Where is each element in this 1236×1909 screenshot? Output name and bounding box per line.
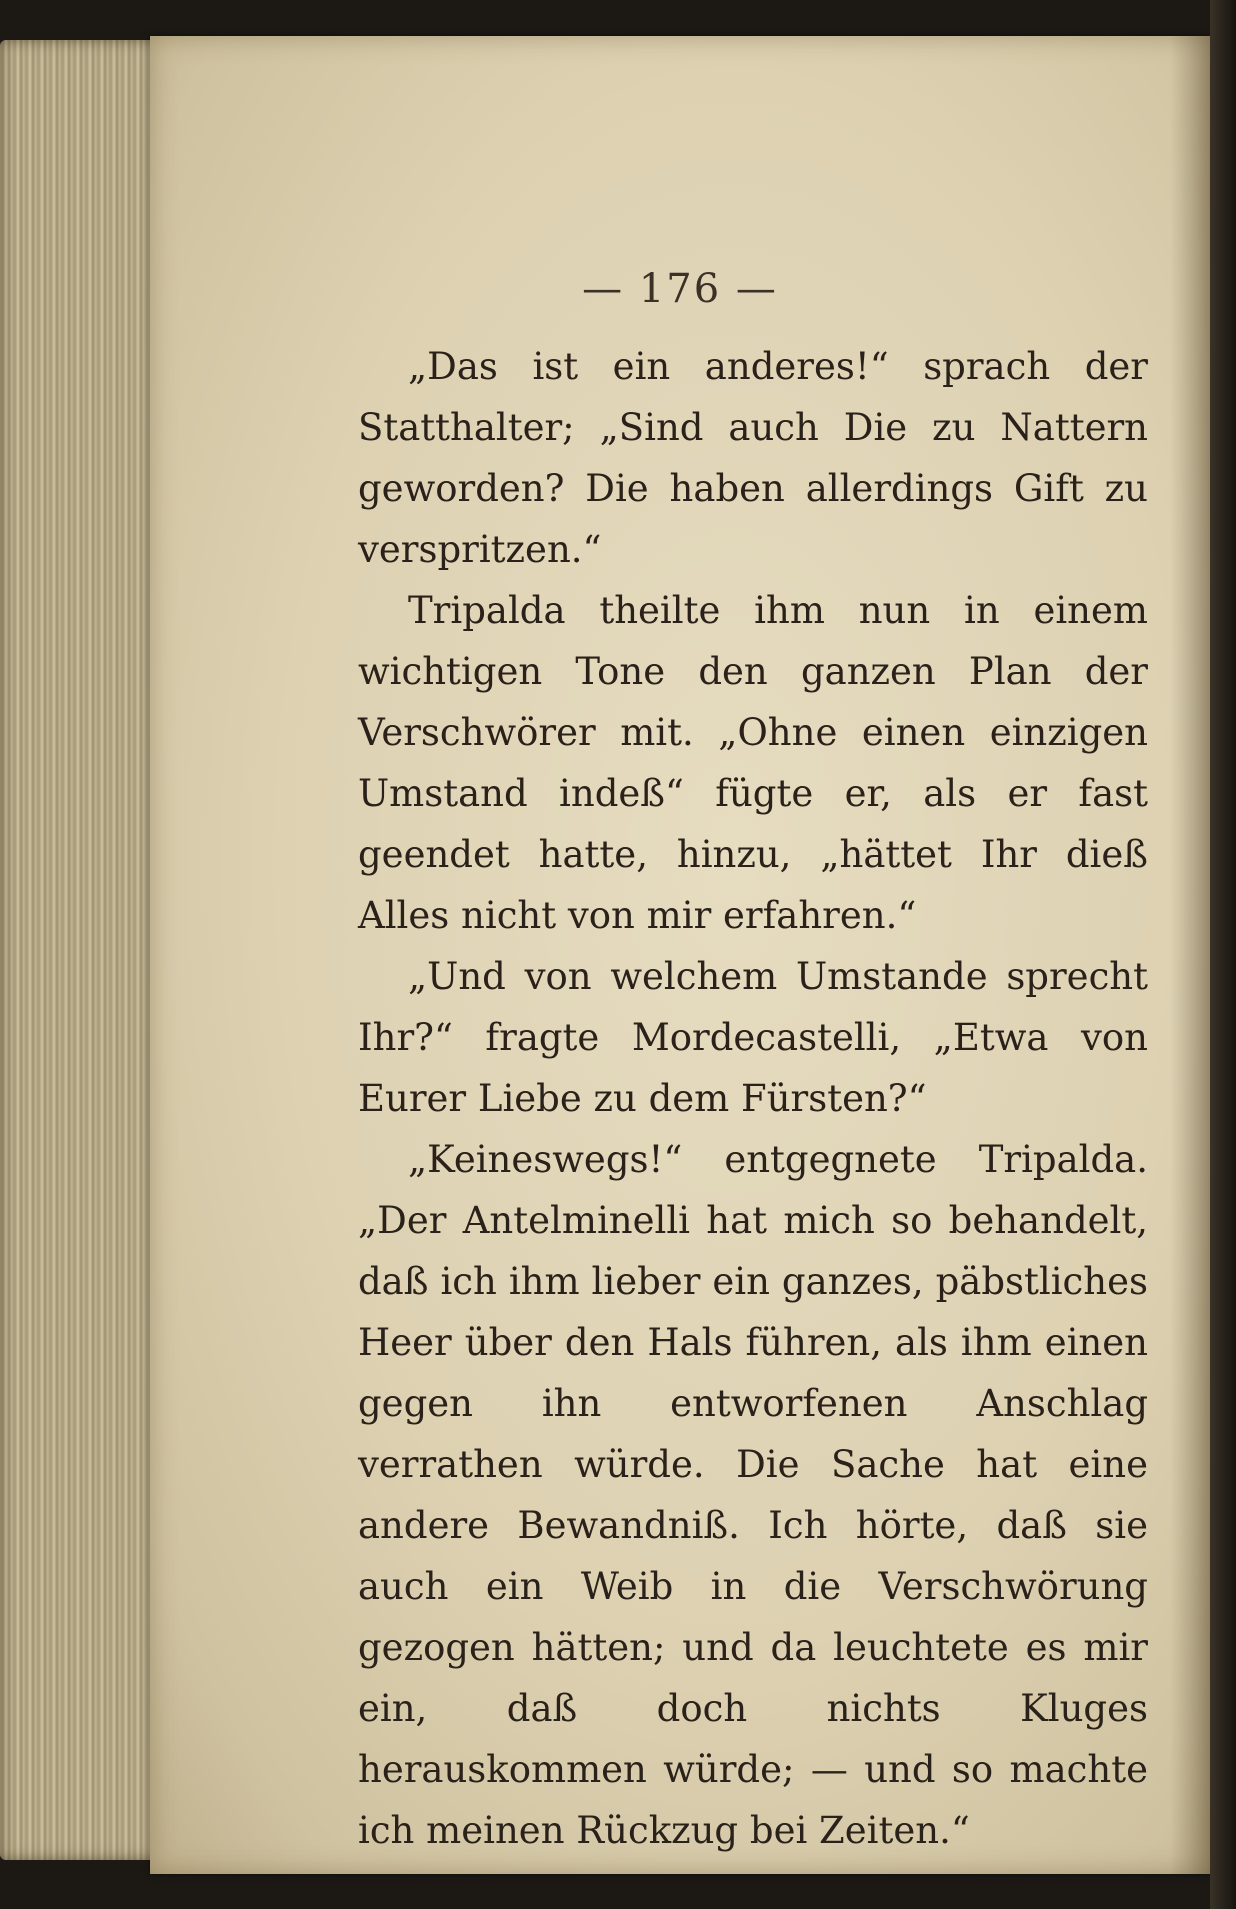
page-text xyxy=(358,336,1148,1861)
book-spine-edge xyxy=(1210,0,1236,1909)
page-edges xyxy=(0,40,170,1860)
paragraph: Tripalda theilte ihm nun in einem wichtigen Tone den ganzen Plan der Verschwörer mit. „Ohne einen einzigen Umstand indeß“ fügte er, als er fast geendet hatte, hinzu, „hättet Ihr dieß Alles nicht von mir erfahren.“ xyxy=(358,589,1148,937)
paragraph: „Keineswegs!“ entgegnete Tripalda. „Der Antelminelli hat mich so behandelt, daß ich ihm lieber ein ganzes, päbstliches Heer über den Hals führen, als ihm einen gegen ihn entworfenen Anschlag verrathen würde. Die Sache hat eine andere Bewandniß. Ich hörte, daß sie auch ein Weib in die Verschwörung gezogen hätten; und da leuchtete es mir ein, daß doch nichts Kluges herauskommen würde; — und so machte ich meinen Rückzug bei Zeiten.“ xyxy=(358,1138,1148,1852)
paragraph: „Und von welchem Umstande sprecht Ihr?“ fragte Mordecastelli, „Etwa von Eurer Liebe zu dem Fürsten?“ xyxy=(358,955,1148,1120)
paragraph: „Das ist ein anderes!“ sprach der Statthalter; „Sind auch Die zu Nattern geworden? Die haben allerdings Gift zu verspritzen.“ xyxy=(358,345,1148,571)
page-number: — 176 — xyxy=(582,266,778,312)
